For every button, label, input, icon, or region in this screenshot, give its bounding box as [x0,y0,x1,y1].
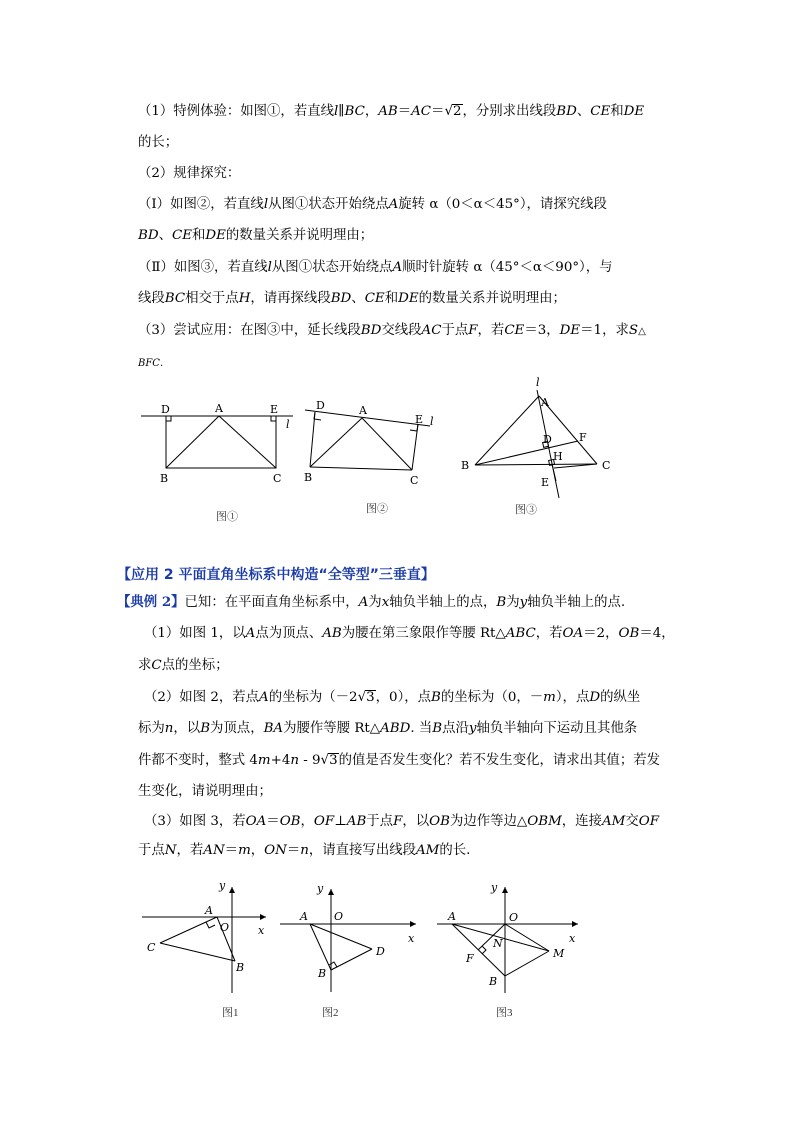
p1-q2-ii-line1: （Ⅱ）如图③，若直线l从图①状态开始绕点A顺时针旋转 α（45°＜α＜90°），与 [138,260,613,275]
c2-label-o: O [334,910,344,923]
p2-intro: 【典例 2】已知：在平面直角坐标系中，A为x轴负半轴上的点，B为y轴负半轴上的点. [117,594,626,610]
fig3-caption: 图③ [515,504,537,516]
fig2-label-e: E [415,413,424,426]
c1-label-x: x [258,924,265,937]
fig3-label-d: D [543,433,552,446]
c2-label-a: A [300,910,308,923]
fig2-label-c: C [410,474,419,487]
fig2-label-b: B [304,471,313,484]
fig1-caption: 图① [216,511,238,523]
c2-label-y: y [317,882,324,895]
c1-caption: 图1 [222,1007,239,1019]
c3-label-b: B [489,975,498,988]
p1-q2-ii-line2: 线段BC相交于点H，请再探线段BD、CE和DE的数量关系并说明理由； [138,291,566,306]
c2-label-b: B [318,967,327,980]
c2-label-d: D [376,945,385,958]
fig2-caption: 图② [366,503,388,515]
fig1-label-e: E [270,403,279,416]
c1-label-a: A [205,904,213,917]
p2-q3-line1: （3）如图 3，若OA＝OB，OF⊥AB于点F，以OB为边作等边△OBM，连接AM交OF [144,814,660,829]
fig2-label-d: D [316,399,325,412]
c3-label-o: O [509,911,519,924]
p2-q2-line1: （2）如图 2，若点A的坐标为（－2√3，0），点B的坐标为（0，－m），点D的纵坐 [144,690,641,705]
c1-label-o: O [220,921,230,934]
section-heading: 【应用 2 平面直角坐标系中构造“全等型”三垂直】 [117,567,435,583]
c3-label-a: A [448,910,456,923]
fig3-label-e: E [541,476,550,489]
fig1-label-a: A [215,402,223,415]
c3-label-m: M [553,947,565,960]
p1-q3-line2: BFC. [138,358,164,369]
fig3-label-l: l [536,376,540,389]
c2-label-x: x [408,932,415,945]
p1-q2-i-line1: （Ⅰ）如图②，若直线l从图①状态开始绕点A旋转 α（0＜α＜45°），请探究线段 [138,197,607,212]
fig1-label-l: l [286,418,290,431]
fig3-label-a: A [541,396,549,409]
c3-label-x: x [569,932,576,945]
p1-q3-line1: （3）尝试应用：在图③中，延长线段BD交线段AC于点F，若CE＝3，DE＝1，求S△ [138,323,646,338]
c3-caption: 图3 [496,1007,513,1019]
fig1-label-c: C [273,472,282,485]
p2-q2-line2: 标为n，以B为顶点，BA为腰作等腰 Rt△ABD. 当B点沿y轴负半轴向下运动且其他条 [138,721,638,736]
p1-q1-line2: 的长； [138,135,179,150]
p2-q3-line2: 于点N，若AN＝m，ON＝n，请直接写出线段AM的长. [138,843,471,858]
fig1-label-d: D [161,403,170,416]
p1-q2-i-line2: BD、CE和DE的数量关系并说明理由； [138,228,374,243]
c1-label-y: y [219,879,226,892]
p1-q2-title: （2）规律探究： [138,166,241,181]
p2-q1-line1: （1）如图 1，以A点为顶点、AB为腰在第三象限作等腰 Rt△ABC，若OA＝2，OB＝4， [144,626,675,641]
c1-label-b: B [236,961,245,974]
c3-label-f: F [466,952,474,965]
p2-q2-line4: 生变化，请说明理由； [138,784,272,799]
p1-q1-line1: （1）特例体验：如图①，若直线l∥BC，AB＝AC＝√2，分别求出线段BD、CE和DE [138,104,645,119]
c3-label-n: N [493,937,503,950]
fig3-label-h: H [553,450,563,463]
c2-caption: 图2 [322,1007,339,1019]
fig2-label-l: l [430,415,434,428]
p2-q2-line3: 件都不变时，整式 4m+4n - 9√3的值是否发生变化？若不发生变化，请求出其值；若发 [138,753,660,768]
c1-label-c: C [147,941,156,954]
fig1-label-b: B [160,472,169,485]
fig3-label-f: F [579,431,587,444]
fig2-label-a: A [359,404,367,417]
c3-label-y: y [491,881,498,894]
fig3-label-b: B [461,459,470,472]
fig3-label-c: C [602,459,611,472]
p2-q1-line2: 求C点的坐标； [138,658,229,673]
